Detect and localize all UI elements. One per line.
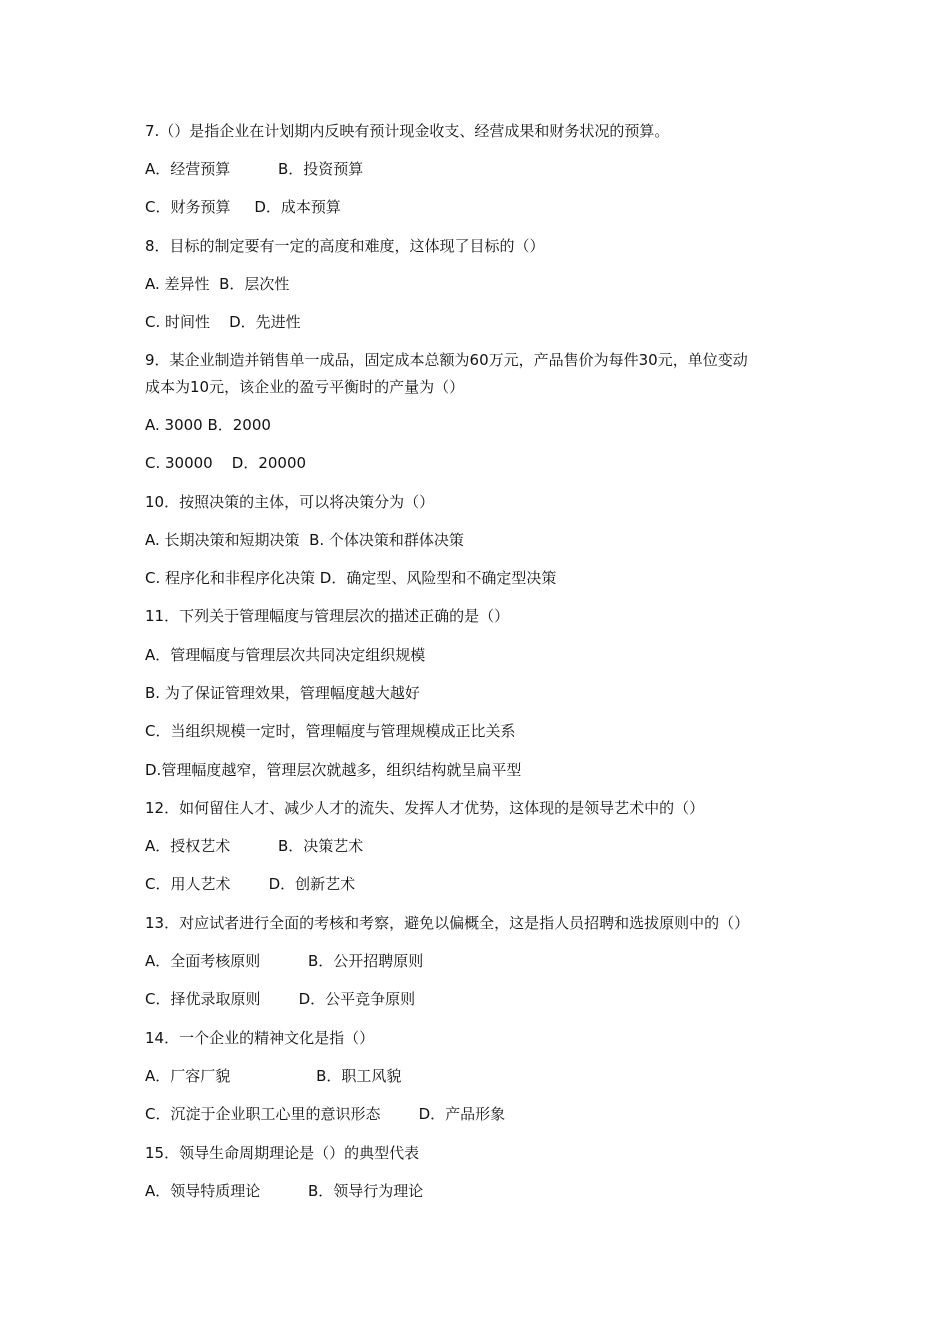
question-10-text: 10．按照决策的主体，可以将决策分为（） bbox=[145, 493, 435, 511]
question-9-text-line2: 成本为10元，该企业的盈亏平衡时的产量为（） bbox=[145, 378, 465, 396]
question-7-options-cd: C．财务预算 D．成本预算 bbox=[145, 198, 341, 216]
question-15-options-ab: A．领导特质理论 B．领导行为理论 bbox=[145, 1182, 424, 1200]
question-11-option-c: C．当组织规模一定时，管理幅度与管理规模成正比关系 bbox=[145, 722, 516, 740]
question-7-text: 7.（）是指企业在计划期内反映有预计现金收支、经营成果和财务状况的预算。 bbox=[145, 122, 670, 140]
question-11-option-a: A．管理幅度与管理层次共同决定组织规模 bbox=[145, 646, 426, 664]
question-12-options-cd: C．用人艺术 D．创新艺术 bbox=[145, 875, 356, 893]
question-11-option-d: D.管理幅度越窄，管理层次就越多，组织结构就呈扁平型 bbox=[145, 761, 522, 779]
question-11-text: 11．下列关于管理幅度与管理层次的描述正确的是（） bbox=[145, 607, 510, 625]
question-9-options-ab: A. 3000 B．2000 bbox=[145, 416, 271, 434]
question-11-option-b: B. 为了保证管理效果，管理幅度越大越好 bbox=[145, 684, 420, 702]
question-14-options-cd: C．沉淀于企业职工心里的意识形态 D．产品形象 bbox=[145, 1105, 506, 1123]
question-9-options-cd: C. 30000 D．20000 bbox=[145, 454, 307, 472]
question-13-text: 13．对应试者进行全面的考核和考察，避免以偏概全，这是指人员招聘和选拔原则中的（） bbox=[145, 914, 750, 932]
question-15-text: 15．领导生命周期理论是（）的典型代表 bbox=[145, 1144, 420, 1162]
question-9-text-line1: 9．某企业制造并销售单一成品，固定成本总额为60万元，产品售价为每件30元，单位变动 bbox=[145, 351, 748, 369]
question-10-options-cd: C. 程序化和非程序化决策 D．确定型、风险型和不确定型决策 bbox=[145, 569, 557, 587]
question-14-options-ab: A．厂容厂貌 B．职工风貌 bbox=[145, 1067, 402, 1085]
question-8-options-ab: A. 差异性 B．层次性 bbox=[145, 275, 290, 293]
question-14-text: 14．一个企业的精神文化是指（） bbox=[145, 1029, 375, 1047]
question-12-text: 12．如何留住人才、减少人才的流失、发挥人才优势，这体现的是领导艺术中的（） bbox=[145, 799, 705, 817]
question-12-options-ab: A．授权艺术 B．决策艺术 bbox=[145, 837, 364, 855]
question-8-options-cd: C. 时间性 D．先进性 bbox=[145, 313, 301, 331]
question-7-options-ab: A．经营预算 B．投资预算 bbox=[145, 160, 364, 178]
question-13-options-cd: C．择优录取原则 D．公平竞争原则 bbox=[145, 990, 416, 1008]
question-8-text: 8．目标的制定要有一定的高度和难度，这体现了目标的（） bbox=[145, 237, 545, 255]
question-10-options-ab: A. 长期决策和短期决策 B. 个体决策和群体决策 bbox=[145, 531, 464, 549]
question-13-options-ab: A．全面考核原则 B．公开招聘原则 bbox=[145, 952, 424, 970]
